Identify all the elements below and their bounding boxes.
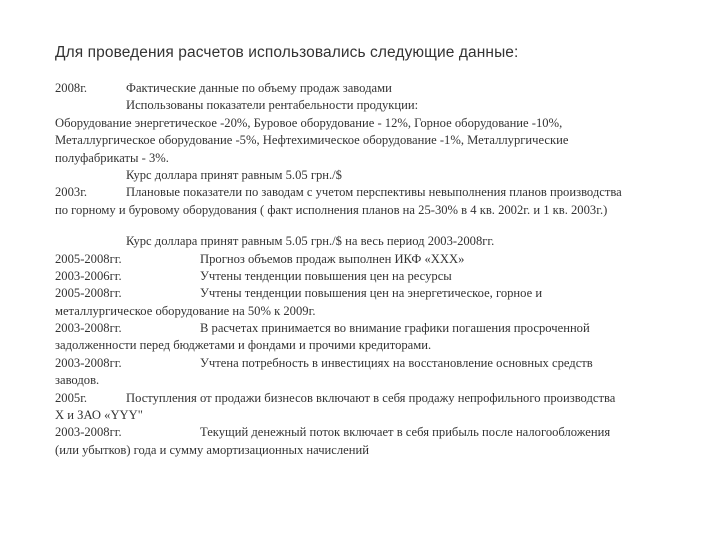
slide-body (55, 80, 685, 459)
list-item (55, 268, 685, 285)
block-2008-text-4: Металлургическое оборудование -5%, Нефтехимическое оборудование -1%, Металлургические (55, 133, 569, 148)
slide-title: Для проведения расчетов использовались следующие данные: (55, 44, 519, 61)
item-text: Учтены тенденции повышения цен на ресурсы (200, 268, 452, 283)
item-date: 2003-2008гг. (55, 425, 122, 440)
block-2008-text-2: Использованы показатели рентабельности продукции: (126, 98, 419, 113)
item-date: 2005г. (55, 390, 88, 405)
block-2008-line-1 (55, 80, 685, 97)
item-continuation: заводов. (55, 373, 100, 388)
item-date: 2003-2008гг. (55, 355, 122, 370)
item-text: Текущий денежный поток включает в себя прибыль после налогообложения (200, 425, 611, 440)
item-date: 2005-2008гг. (55, 286, 122, 301)
item-date: 2003-2008гг. (55, 321, 122, 336)
list-item (55, 355, 685, 372)
item-text: Поступления от продажи бизнесов включают в себя продажу непрофильного производства (126, 390, 616, 405)
block-2003-line-1 (55, 184, 685, 201)
date-2003: 2003г. (55, 185, 88, 200)
item-date: 2005-2008гг. (55, 251, 122, 266)
item-text: В расчетах принимается во внимание графики погашения просроченной (200, 321, 590, 336)
block-2003-text-2: по горному и буровому оборудования ( факт исполнения планов на 25-30% в 4 кв. 2002г. и 1 кв. 2003г.) (55, 202, 608, 217)
item-text: Учтены тенденции повышения цен на энергетическое, горное и (200, 286, 543, 301)
rate-line: Курс доллара принят равным 5.05 грн./$ на весь период 2003-2008гг. (126, 234, 495, 249)
item-date: 2003-2006гг. (55, 268, 122, 283)
block-2003-text-1: Плановые показатели по заводам с учетом перспективы невыполнения планов производства (126, 185, 622, 200)
item-continuation: X и ЗАО «YYY" (55, 408, 143, 423)
block-2008-text-3: Оборудование энергетическое -20%, Буровое оборудование - 12%, Горное оборудование -10%, (55, 115, 563, 130)
block-2008-rate: Курс доллара принят равным 5.05 грн./$ (126, 167, 342, 182)
list-item (55, 320, 685, 337)
item-continuation: (или убытков) года и сумму амортизационных начислений (55, 442, 369, 457)
item-text: Учтена потребность в инвестициях на восстановление основных средств (200, 355, 593, 370)
list-item (55, 390, 685, 407)
list-item (55, 424, 685, 441)
block-2008-text-1: Фактические данные по объему продаж заводами (126, 81, 392, 95)
item-continuation: металлургическое оборудование на 50% к 2009г. (55, 303, 316, 318)
block-2008-text-5: полуфабрикаты - 3%. (55, 150, 169, 165)
item-text: Прогноз объемов продаж выполнен ИКФ «XXX» (200, 251, 465, 266)
item-continuation: задолженности перед бюджетами и фондами и прочими кредиторами. (55, 338, 432, 353)
list-item (55, 285, 685, 302)
date-2008: 2008г. (55, 81, 88, 95)
list-item (55, 251, 685, 268)
